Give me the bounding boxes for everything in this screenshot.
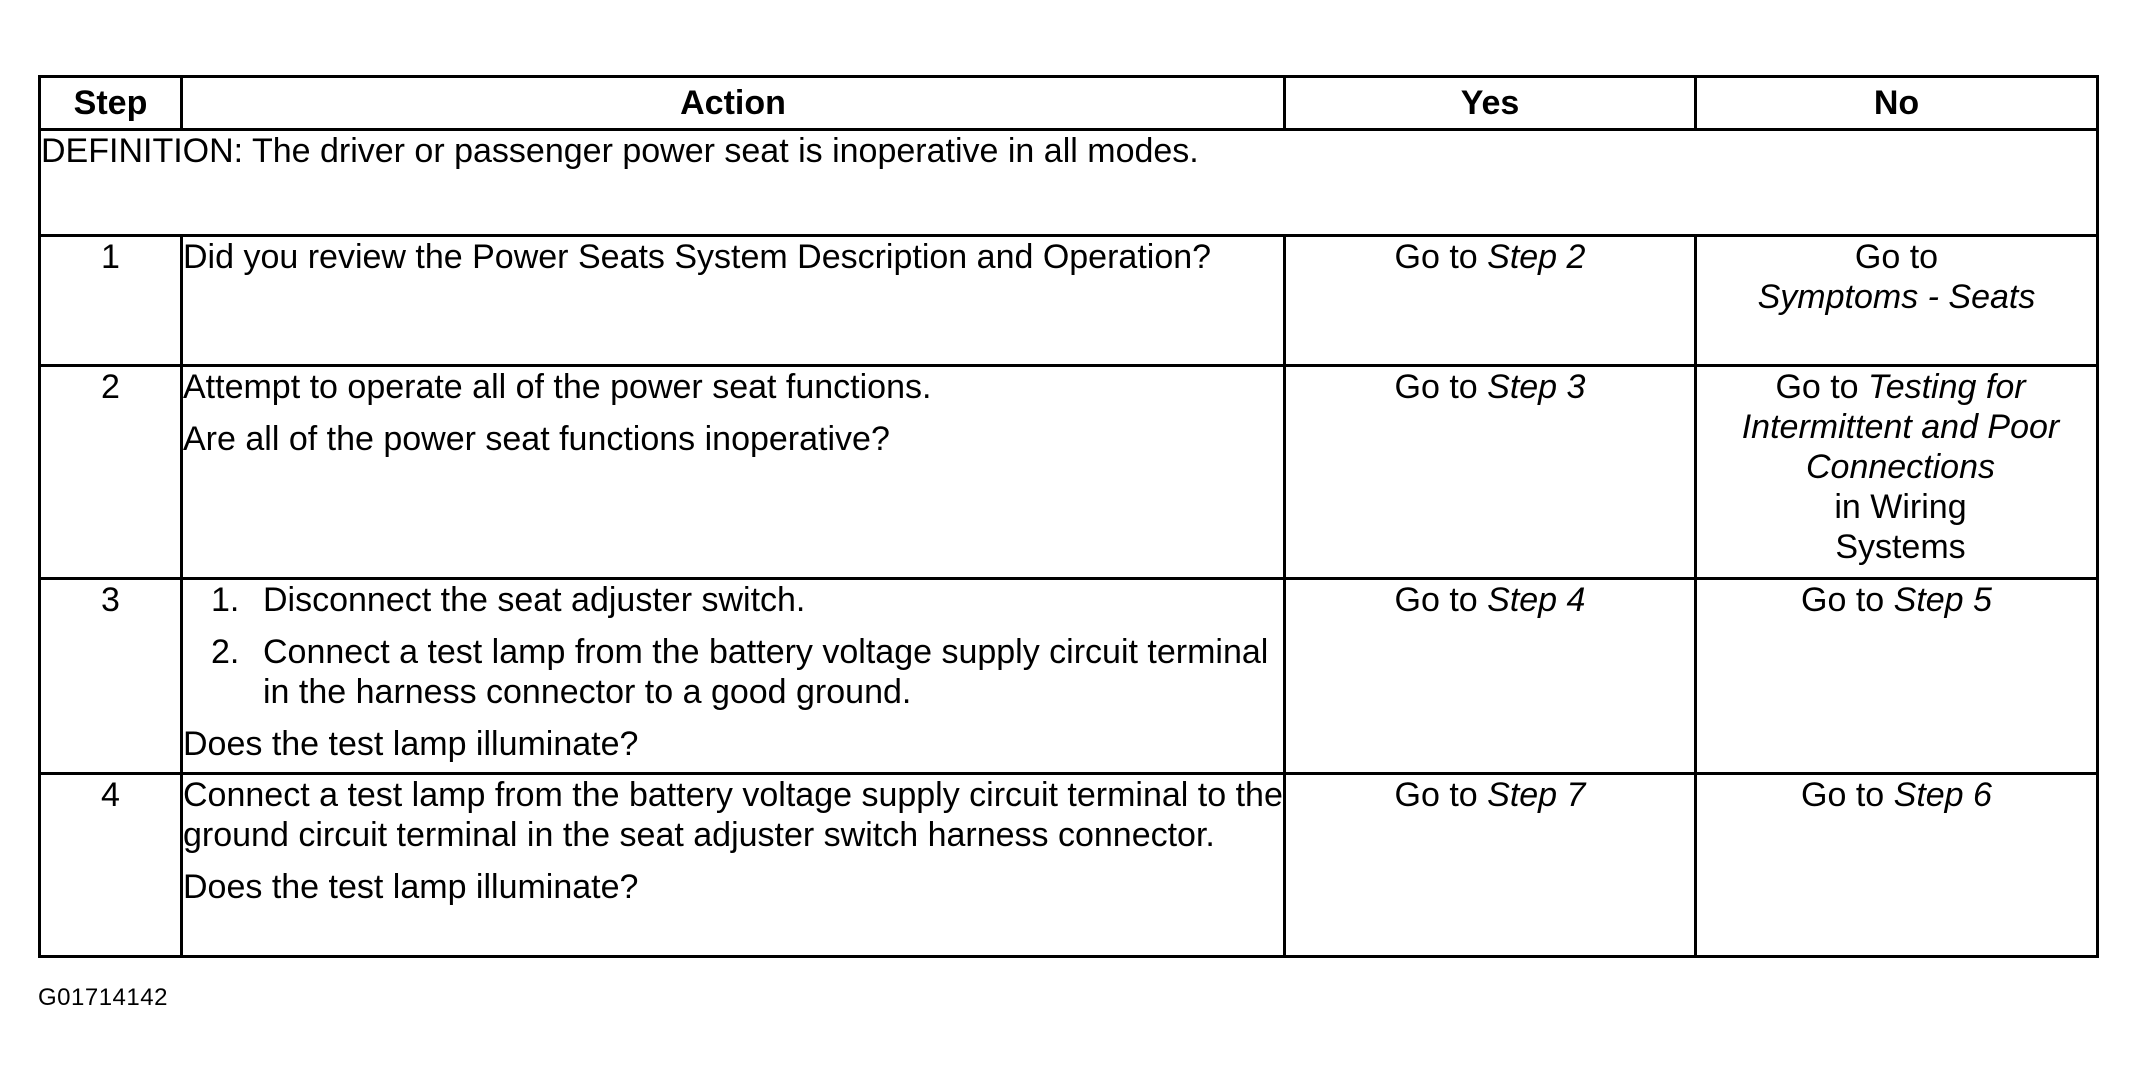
table-row [40, 579, 2098, 774]
yes-link[interactable]: Step 2 [1487, 238, 1586, 276]
definition-row [40, 130, 2098, 236]
no-cell[interactable] [1696, 579, 2098, 774]
header-action: Action [182, 77, 1285, 130]
yes-cell[interactable] [1285, 366, 1696, 579]
no-suffix: in Wiring Systems [1834, 488, 1967, 566]
table-row [40, 236, 2098, 366]
no-link[interactable]: Symptoms - Seats [1757, 278, 2036, 316]
action-cell [182, 236, 1285, 366]
action-question: Does the test lamp illuminate? [183, 725, 639, 763]
yes-prefix: Go to [1394, 581, 1488, 619]
yes-link[interactable]: Step 3 [1487, 368, 1586, 406]
substep-number: 1. [211, 581, 240, 619]
step-number: 3 [40, 579, 182, 774]
no-cell[interactable] [1696, 774, 2098, 957]
list-item [183, 580, 1283, 620]
header-no: No [1696, 77, 2098, 130]
action-text: Connect a test lamp from the battery voltage supply circuit terminal to the ground circuit terminal in the seat adjuster switch harness connector. [183, 776, 1283, 854]
substep-list [183, 580, 1283, 712]
no-cell[interactable] [1696, 366, 2098, 579]
action-question: Does the test lamp illuminate? [183, 868, 639, 906]
no-link[interactable]: Step 6 [1893, 776, 1992, 814]
step-number: 4 [40, 774, 182, 957]
step-number: 2 [40, 366, 182, 579]
yes-cell[interactable] [1285, 774, 1696, 957]
table-row [40, 774, 2098, 957]
substep-number: 2. [211, 633, 240, 671]
list-item [183, 632, 1283, 712]
no-prefix: Go to [1801, 581, 1894, 619]
substep-text: Connect a test lamp from the battery voltage supply circuit terminal in the harness connector to a good ground. [263, 633, 1269, 711]
diagnostic-table [38, 75, 2099, 958]
action-text: Attempt to operate all of the power seat functions. [183, 368, 932, 406]
yes-prefix: Go to [1394, 238, 1488, 276]
yes-prefix: Go to [1394, 368, 1488, 406]
substep-text: Disconnect the seat adjuster switch. [263, 581, 806, 619]
action-cell [182, 366, 1285, 579]
no-prefix: Go to [1775, 368, 1869, 406]
header-row [40, 77, 2098, 130]
no-link[interactable]: Testing for Intermittent and Poor Connections [1741, 368, 2060, 486]
action-cell [182, 579, 1285, 774]
header-yes: Yes [1285, 77, 1696, 130]
definition-text: DEFINITION: The driver or passenger power seat is inoperative in all modes. [40, 130, 2098, 236]
no-cell[interactable] [1696, 236, 2098, 366]
yes-link[interactable]: Step 4 [1487, 581, 1586, 619]
no-link[interactable]: Step 5 [1893, 581, 1992, 619]
yes-prefix: Go to [1394, 776, 1488, 814]
action-text: Did you review the Power Seats System Description and Operation? [183, 238, 1212, 276]
action-cell [182, 774, 1285, 957]
step-number: 1 [40, 236, 182, 366]
action-question: Are all of the power seat functions inoperative? [183, 420, 890, 458]
table-row [40, 366, 2098, 579]
header-step: Step [40, 77, 182, 130]
yes-link[interactable]: Step 7 [1487, 776, 1586, 814]
figure-id: G01714142 [38, 984, 168, 1011]
yes-cell[interactable] [1285, 579, 1696, 774]
yes-cell[interactable] [1285, 236, 1696, 366]
no-prefix: Go to [1801, 776, 1894, 814]
diagnostic-table-container [38, 75, 2096, 958]
no-prefix: Go to [1854, 238, 1939, 276]
